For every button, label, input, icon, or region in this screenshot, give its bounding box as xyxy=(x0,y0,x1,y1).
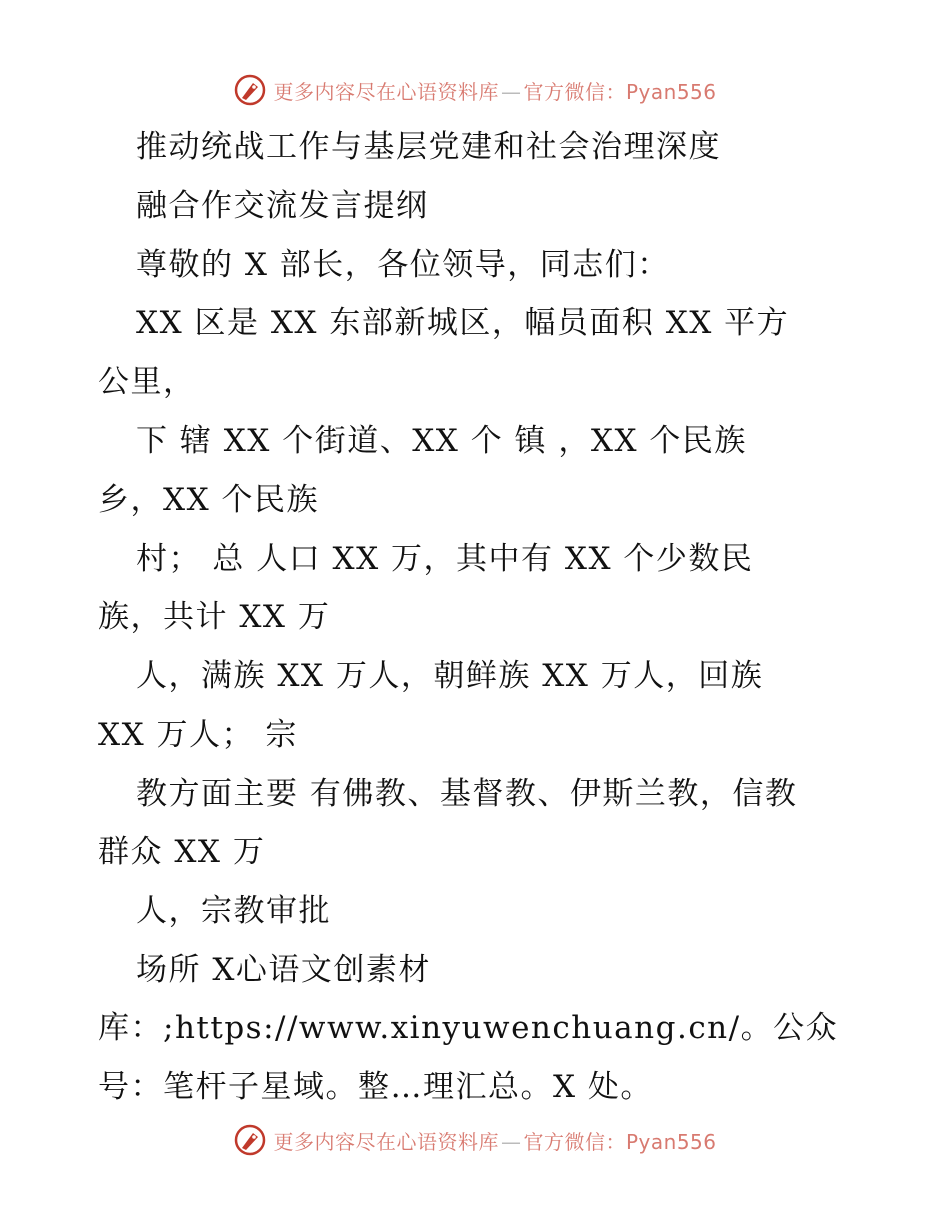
watermark-site-text: 更多内容尽在心语资料库 xyxy=(273,79,499,104)
body-line-url: 库：;https://www.xinyuwenchuang.cn/。公众 xyxy=(98,1010,839,1046)
watermark-banner-bottom xyxy=(0,1120,950,1160)
body-line: 群众 XX 万 xyxy=(98,834,266,870)
body-line: 村； 总 人口 XX 万，其中有 XX 个少数民 xyxy=(136,541,754,577)
watermark-wechat-id: Pyan556 xyxy=(625,1129,717,1154)
watermark-separator: — xyxy=(500,79,522,104)
body-line: 公里， xyxy=(98,364,196,400)
watermark-wechat-id: Pyan556 xyxy=(625,79,717,104)
body-line: 下 辖 XX 个街道、XX 个 镇 ，XX 个民族 xyxy=(136,423,747,459)
watermark-site-text: 更多内容尽在心语资料库 xyxy=(273,1129,499,1154)
pen-nib-circle-icon xyxy=(233,1123,267,1157)
body-line: 场所 X心语文创素材 xyxy=(136,952,431,988)
body-line: 人，满族 XX 万人，朝鲜族 XX 万人，回族 xyxy=(136,658,764,694)
watermark-wechat-label: 官方微信： xyxy=(523,1129,626,1154)
title-line-2: 融合作交流发言提纲 xyxy=(136,188,429,224)
salutation-line: 尊敬的 X 部长，各位领导，同志们： xyxy=(136,247,670,283)
body-line: XX 区是 XX 东部新城区，幅员面积 XX 平方 xyxy=(136,305,790,341)
body-line: 乡，XX 个民族 xyxy=(98,482,319,518)
watermark-separator: — xyxy=(500,1129,522,1154)
title-line-1: 推动统战工作与基层党建和社会治理深度 xyxy=(136,129,721,165)
watermark-wechat-label: 官方微信： xyxy=(523,79,626,104)
body-line: XX 万人； 宗 xyxy=(98,717,298,753)
body-line: 人，宗教审批 xyxy=(136,893,331,929)
body-line: 族，共计 XX 万 xyxy=(98,599,331,635)
body-line: 号：笔杆子星域。整…理汇总。X 处。 xyxy=(98,1069,653,1105)
body-line: 教方面主要 有佛教、基督教、伊斯兰教，信教 xyxy=(136,776,798,812)
